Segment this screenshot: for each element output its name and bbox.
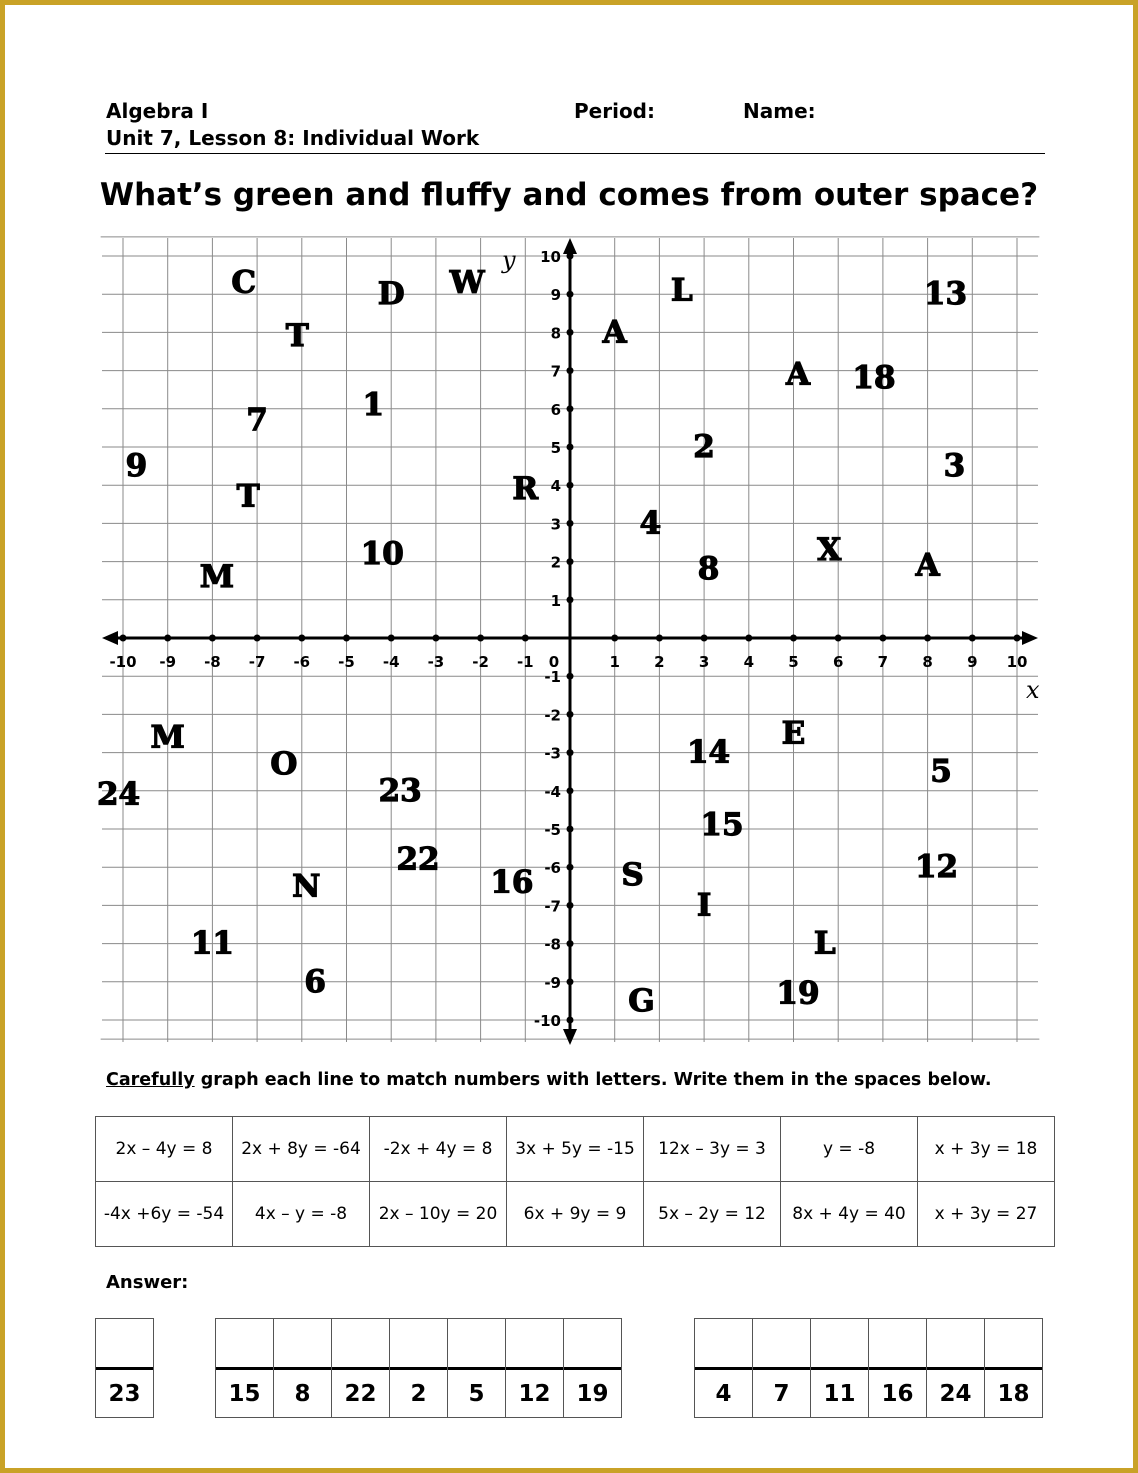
grid-point-label: 22 [396,841,440,878]
equation-row [96,1117,1055,1182]
y-tick-mark [567,405,574,412]
y-tick-label: 3 [550,515,561,534]
equation-row [96,1182,1055,1247]
answer-number: 22 [344,1380,377,1407]
answer-cell [389,1318,448,1418]
grid-point-label: 10 [360,535,404,572]
y-tick-label: 10 [540,248,561,266]
equation-cell: x + 3y = 27 [918,1182,1055,1247]
x-tick-label: 4 [743,653,755,671]
x-tick-label: 3 [698,653,710,671]
x-tick-mark [701,635,708,642]
grid-point-label: A [785,356,811,393]
grid-point-label: 14 [686,734,731,771]
y-tick-label: 8 [550,324,561,343]
y-tick-mark [567,291,574,298]
grid-point-label: G [628,982,655,1019]
x-tick-label: -7 [248,653,266,671]
grid-point-label: 23 [378,772,422,809]
y-axis-label: y [502,246,516,274]
y-tick-mark [567,940,574,947]
y-tick-mark [567,673,574,680]
course-title: Algebra I [106,99,209,123]
y-tick-mark [567,711,574,718]
grid-point-label: D [377,276,405,313]
grid-point-label: 9 [125,448,148,485]
grid-point-label: 18 [852,360,896,397]
grid-point-label: 1 [362,386,385,423]
equation-cell: 2x + 8y = -64 [233,1117,370,1182]
answer-blank[interactable] [448,1319,505,1370]
grid-point-label: 19 [776,975,820,1012]
y-tick-label: -6 [544,859,561,878]
answer-blank[interactable] [332,1319,389,1370]
answer-number: 18 [997,1380,1030,1407]
answer-cell [215,1318,274,1418]
x-tick-mark [209,635,216,642]
y-tick-label: 5 [550,439,561,457]
answer-group-1 [95,1318,154,1418]
y-tick-label: -3 [544,744,561,763]
y-axis-arrow-bottom [563,1029,577,1045]
grid-point-label: 6 [304,963,326,1000]
grid-point-label: 7 [246,402,268,439]
answer-number: 23 [108,1380,141,1407]
y-tick-label: 7 [550,362,561,381]
instructions-text: graph each line to match numbers with letters. Write them in the spaces below. [194,1070,992,1090]
answer-blank[interactable] [390,1319,447,1370]
answer-cell [563,1318,622,1418]
grid-point-label: M [150,719,185,756]
answer-number: 8 [294,1380,311,1407]
answer-number: 4 [715,1380,732,1407]
answer-blank[interactable] [985,1319,1042,1370]
answer-number: 11 [823,1380,856,1407]
grid-point-label: O [270,746,298,783]
answer-group-2 [215,1318,622,1418]
equation-cell: 5x – 2y = 12 [644,1182,781,1247]
answer-cell [95,1318,154,1418]
grid-point-label: 15 [700,807,744,844]
y-tick-label: 1 [550,591,561,610]
x-tick-label: 8 [922,653,933,671]
x-tick-mark [969,635,976,642]
grid-point-label: 5 [930,753,952,790]
x-tick-mark [835,635,842,642]
answer-cell [331,1318,390,1418]
x-tick-mark [164,635,171,642]
y-tick-label: -7 [544,897,561,916]
grid-point-label: E [781,715,806,752]
x-tick-mark [745,635,752,642]
answer-group-3 [694,1318,1043,1418]
y-tick-mark [567,520,574,527]
period-label: Period: [574,99,655,123]
unit-lesson-title: Unit 7, Lesson 8: Individual Work [106,126,480,150]
answer-blank[interactable] [869,1319,926,1370]
x-tick-label: 5 [788,653,799,671]
x-tick-label: -4 [382,653,400,671]
y-tick-mark [567,253,574,260]
answer-cell [868,1318,927,1418]
x-tick-mark [298,635,305,642]
answer-blank[interactable] [96,1319,153,1370]
y-tick-label: 9 [550,286,561,305]
x-tick-label: -9 [159,653,177,671]
answer-number: 16 [881,1380,914,1407]
x-tick-mark [254,635,261,642]
answer-cell [447,1318,506,1418]
equation-cell: y = -8 [781,1117,918,1182]
grid-point-label: C [231,264,257,301]
x-tick-mark [432,635,439,642]
grid-point-label: X [817,532,842,569]
x-tick-label: -1 [516,653,534,671]
grid-point-label: L [670,272,693,309]
y-tick-label: 4 [550,477,561,496]
y-tick-label: -8 [544,935,561,954]
answer-number: 12 [518,1380,551,1407]
answer-blank[interactable] [927,1319,984,1370]
answer-cell [505,1318,564,1418]
grid-point-label: T [285,318,309,355]
answer-blank[interactable] [811,1319,868,1370]
y-tick-mark [567,1017,574,1024]
answer-cell [273,1318,332,1418]
coordinate-grid [5,5,1133,1068]
equation-cell: 12x – 3y = 3 [644,1117,781,1182]
y-tick-mark [567,978,574,985]
y-tick-label: -1 [544,668,561,687]
grid-point-label: S [621,856,644,893]
equation-cell: 2x – 4y = 8 [96,1117,233,1182]
answer-number: 24 [939,1380,972,1407]
answer-cell [984,1318,1043,1418]
x-tick-mark [611,635,618,642]
y-tick-mark [567,596,574,603]
y-tick-mark [567,444,574,451]
instructions [106,1070,992,1090]
grid-point-label: A [602,314,627,351]
y-tick-label: -5 [544,821,561,839]
y-axis-arrow-top [563,238,577,254]
x-axis-arrow-right [1022,631,1038,645]
grid-point-label: L [813,925,836,962]
y-tick-mark [567,864,574,871]
y-tick-mark [567,367,574,374]
x-axis-label: x [1025,676,1040,704]
y-tick-label: 2 [550,553,561,572]
name-label: Name: [743,99,816,123]
answer-number: 7 [773,1380,790,1407]
x-tick-label: -8 [204,653,221,671]
x-tick-label: 0 [548,653,560,671]
x-tick-mark [924,635,931,642]
equation-cell: 6x + 9y = 9 [507,1182,644,1247]
equation-cell: -2x + 4y = 8 [370,1117,507,1182]
answer-cell [694,1318,753,1418]
x-tick-label: -10 [109,653,137,671]
grid-point-label: 2 [693,429,715,465]
grid-point-label: 8 [697,551,720,588]
grid-point-label: M [199,558,235,595]
grid-point-label: 13 [923,276,968,313]
x-tick-label: -6 [293,653,311,671]
y-tick-mark [567,787,574,794]
equation-cell: 8x + 4y = 40 [781,1182,918,1247]
y-tick-label: -9 [544,973,561,992]
x-axis-arrow-left [102,631,118,645]
x-tick-label: 9 [967,653,978,671]
x-tick-mark [343,635,350,642]
answer-number: 5 [468,1380,485,1407]
answer-blank[interactable] [274,1319,331,1370]
equation-cell: 3x + 5y = -15 [507,1117,644,1182]
y-tick-mark [567,482,574,489]
y-tick-mark [567,826,574,833]
answer-blank[interactable] [695,1319,752,1370]
grid-point-label: 11 [190,925,234,962]
answer-number: 15 [228,1380,261,1407]
equation-cell: x + 3y = 18 [918,1117,1055,1182]
equation-cell: 2x – 10y = 20 [370,1182,507,1247]
grid-point-label: I [696,887,712,924]
equation-cell: -4x +6y = -54 [96,1182,233,1247]
y-tick-label: -4 [544,782,561,801]
grid-point-label: W [449,264,485,301]
x-tick-mark [120,635,127,642]
instructions-emphasis: Carefully [106,1070,195,1090]
y-tick-label: -2 [544,706,561,725]
grid-point-label: N [292,868,321,905]
answer-blank[interactable] [753,1319,810,1370]
grid-point-label: A [915,547,940,584]
y-tick-mark [567,902,574,909]
y-tick-mark [567,749,574,756]
answer-cell [810,1318,869,1418]
equation-table [95,1116,1055,1247]
grid-point-label: T [236,478,260,515]
x-tick-mark [388,635,395,642]
x-tick-mark [522,635,529,642]
grid-point-label: 24 [96,776,141,813]
x-tick-label: -3 [427,653,445,671]
y-tick-label: -10 [533,1012,561,1030]
page-title: What’s green and fluffy and comes from outer space? [99,177,1039,213]
x-tick-label: 7 [877,653,889,671]
x-tick-mark [879,635,886,642]
x-tick-label: -2 [472,653,489,671]
y-tick-label: 6 [550,400,561,419]
grid-point-label: 16 [490,864,534,901]
x-tick-mark [656,635,663,642]
x-tick-mark [1014,635,1021,642]
equation-cell: 4x – y = -8 [233,1182,370,1247]
x-tick-label: -5 [338,653,355,671]
grid-point-label: 3 [943,448,966,485]
x-tick-mark [477,635,484,642]
x-tick-label: 6 [832,653,844,671]
answer-cell [926,1318,985,1418]
answer-blank[interactable] [506,1319,563,1370]
answer-blank[interactable] [216,1319,273,1370]
answer-number: 2 [410,1380,427,1407]
x-tick-mark [790,635,797,642]
answer-label: Answer: [106,1272,189,1293]
x-tick-label: 10 [1006,653,1028,671]
x-tick-label: 1 [609,653,620,671]
y-tick-mark [567,329,574,336]
x-tick-label: 2 [654,653,665,671]
grid-point-label: R [512,471,539,508]
grid-point-label: 12 [914,849,959,886]
answer-cell [752,1318,811,1418]
y-tick-mark [567,558,574,565]
grid-point-label: 4 [639,505,662,542]
answer-blank[interactable] [564,1319,621,1370]
answer-number: 19 [576,1380,609,1407]
